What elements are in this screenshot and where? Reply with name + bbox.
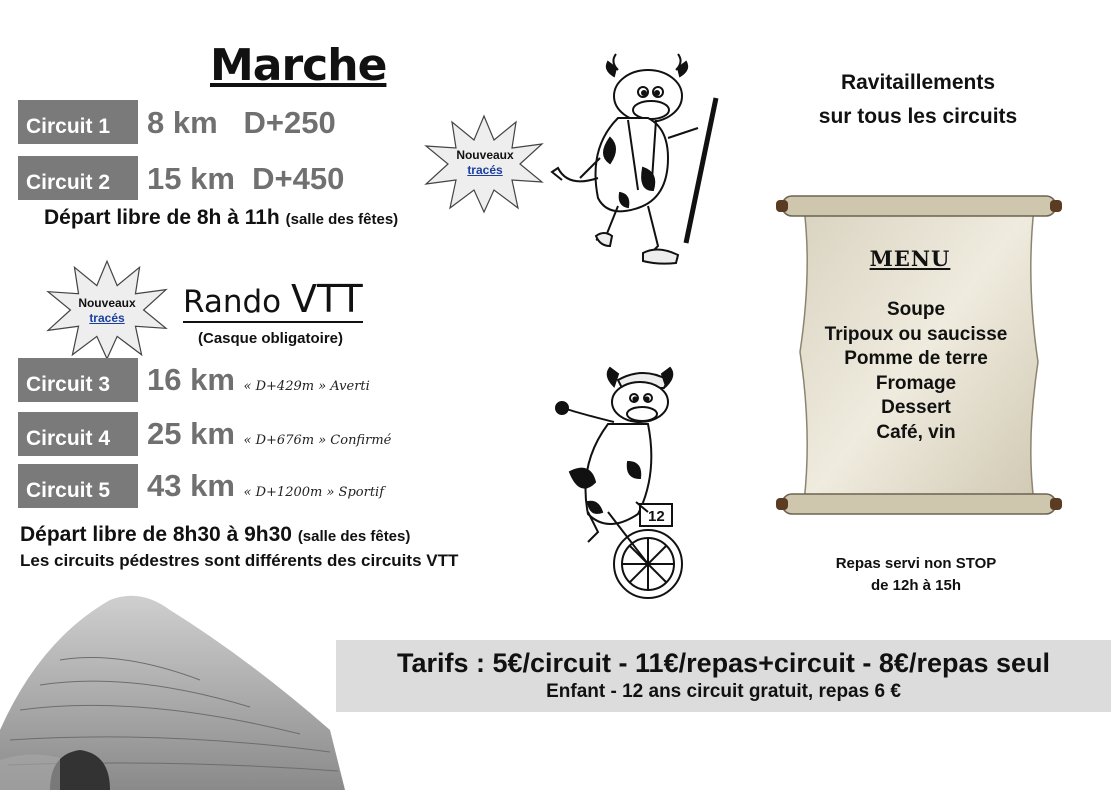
vtt-subtitle: (Casque obligatoire)	[198, 330, 344, 347]
circuit-4-row	[147, 416, 391, 452]
menu-item: Soupe	[886, 299, 946, 320]
circuit-1-tag: Circuit 1	[18, 100, 138, 144]
cow-cyclist-illustration	[548, 362, 698, 607]
circuit-5-note: « D+1200m » Sportif	[243, 485, 385, 500]
circuit-5-value: 43 km	[147, 468, 235, 503]
menu-list	[800, 298, 1032, 445]
badge-marche-line2: tracés	[467, 163, 503, 177]
circuit-5-tag: Circuit 5	[18, 464, 138, 508]
marche-depart	[44, 206, 398, 230]
badge-vtt-line2: tracés	[89, 311, 125, 325]
menu-item: Tripoux ou saucisse	[824, 323, 1008, 345]
vtt-title	[183, 277, 363, 323]
vtt-depart-place: (salle des fêtes)	[297, 528, 411, 545]
vtt-depart-time: Départ libre de 8h30 à 9h30	[20, 523, 292, 546]
badge-marche-line1: Nouveaux	[456, 148, 514, 162]
circuit-2-tag: Circuit 2	[18, 156, 138, 200]
circuit-2-value: 15 km D+450	[147, 161, 345, 196]
circuit-5-row	[147, 468, 384, 504]
circuit-4-note: « D+676m » Confirmé	[243, 433, 392, 448]
circuit-3-note: « D+429m » Averti	[243, 379, 370, 394]
menu-title: MENU	[869, 246, 951, 271]
circuit-3-row	[147, 362, 370, 398]
menu-item: Dessert	[881, 397, 951, 418]
circuit-3-tag: Circuit 3	[18, 358, 138, 402]
tarifs-box	[336, 640, 1111, 712]
menu-item: Fromage	[875, 372, 957, 394]
circuit-4-tag: Circuit 4	[18, 412, 138, 456]
marche-title: Marche	[210, 40, 387, 91]
ravitaillement-line2: sur tous les circuits	[818, 105, 1018, 128]
menu-item: Pomme de terre	[844, 348, 988, 369]
badge-vtt-text	[72, 296, 142, 326]
circuit-1-value: 8 km D+250	[147, 105, 336, 140]
repas-info	[800, 553, 1032, 597]
ravitaillement-text	[780, 66, 1056, 134]
cow-hiker-illustration	[548, 48, 733, 273]
marche-depart-time: Départ libre de 8h à 11h	[44, 206, 280, 229]
ravitaillement-line1: Ravitaillements	[840, 71, 996, 94]
vtt-title-small: Rando	[183, 284, 282, 320]
stone-hut-illustration	[0, 580, 350, 790]
repas-line2: de 12h à 15h	[870, 577, 962, 594]
marche-depart-place: (salle des fêtes)	[285, 211, 399, 228]
repas-line1: Repas servi non STOP	[835, 555, 997, 572]
circuits-difference-note: Les circuits pédestres sont différents des circuits VTT	[20, 551, 459, 570]
vtt-depart	[20, 523, 410, 547]
badge-marche-text	[450, 148, 520, 178]
tarifs-line2: Enfant - 12 ans circuit gratuit, repas 6 €	[546, 681, 901, 702]
bike-number: 12	[648, 508, 665, 525]
vtt-title-big: VTT	[291, 277, 363, 321]
tarifs-line1: Tarifs : 5€/circuit - 11€/repas+circuit - 8€/repas seul	[396, 648, 1051, 678]
circuit-4-value: 25 km	[147, 416, 235, 451]
circuit-3-value: 16 km	[147, 362, 235, 397]
badge-vtt-line1: Nouveaux	[78, 296, 136, 310]
menu-item: Café, vin	[876, 421, 956, 443]
